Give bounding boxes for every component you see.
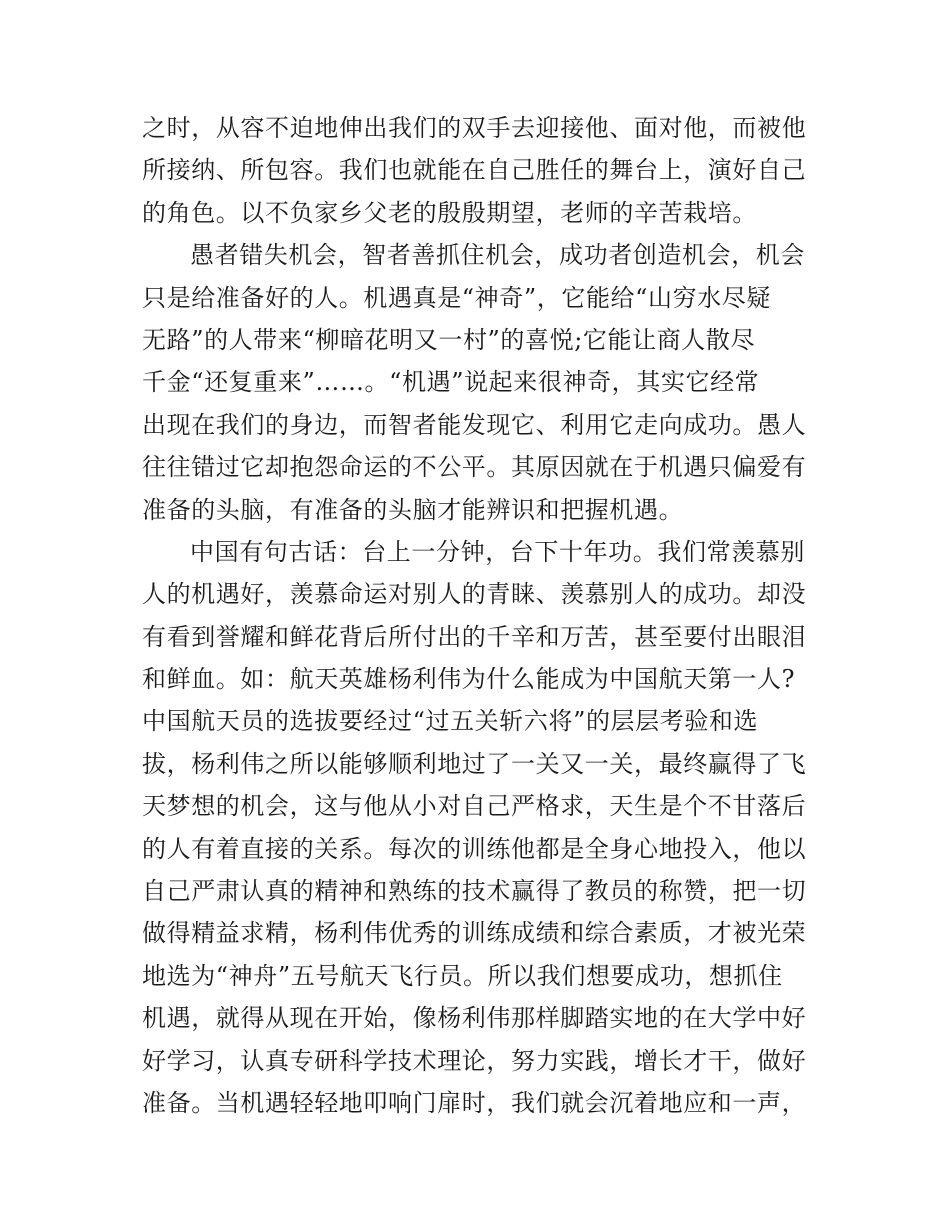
text-line: 的人有着直接的关系。每次的训练他都是全身心地投入，他以 <box>142 834 807 863</box>
text-line: 天梦想的机会，这与他从小对自己严格求，天生是个不甘落后 <box>142 792 807 821</box>
document-body <box>142 107 822 1124</box>
text-line: 机遇，就得从现在开始，像杨利伟那样脚踏实地的在大学中好 <box>142 1004 807 1033</box>
text-line: 人的机遇好，羡慕命运对别人的青睐、羡慕别人的成功。却没 <box>142 580 807 609</box>
paragraph-first-line: 中国有句古话：台上一分钟，台下十年功。我们常羡慕别 <box>190 537 805 566</box>
text-line: 准备。当机遇轻轻地叩响门扉时，我们就会沉着地应和一声， <box>142 1088 807 1117</box>
text-line: 好学习，认真专研科学技术理论，努力实践，增长才干，做好 <box>142 1046 807 1075</box>
text-line: 自己严肃认真的精神和熟练的技术赢得了教员的称赞，把一切 <box>142 877 807 906</box>
text-line: 的角色。以不负家乡父老的殷殷期望，老师的辛苦栽培。 <box>142 198 757 227</box>
text-line: 拔，杨利伟之所以能够顺利地过了一关又一关，最终赢得了飞 <box>142 749 807 778</box>
text-line: 无路”的人带来“柳暗花明又一村”的喜悦;它能让商人散尽 <box>142 325 756 354</box>
text-line: 往往错过它却抱怨命运的不公平。其原因就在于机遇只偏爱有 <box>142 453 807 482</box>
text-line: 之时，从容不迫地伸出我们的双手去迎接他、面对他，而被他 <box>142 114 807 142</box>
text-line: 所接纳、所包容。我们也就能在自己胜任的舞台上，演好自己 <box>142 156 807 185</box>
text-line: 千金“还复重来”……。“机遇”说起来很神奇，其实它经常 <box>142 368 760 397</box>
text-line: 有看到誉耀和鲜花背后所付出的千辛和万苦，甚至要付出眼泪 <box>142 622 807 651</box>
paragraph-first-line: 愚者错失机会，智者善抓住机会，成功者创造机会，机会 <box>190 241 805 270</box>
text-line: 中国航天员的选拔要经过“过五关斩六将”的层层考验和选 <box>142 707 759 736</box>
text-line: 地选为“神舟”五号航天飞行员。所以我们想要成功，想抓住 <box>142 961 783 990</box>
text-line: 做得精益求精，杨利伟优秀的训练成绩和综合素质，才被光荣 <box>142 919 807 948</box>
text-line: 出现在我们的身边，而智者能发现它、利用它走向成功。愚人 <box>142 410 807 439</box>
text-line: 和鲜血。如：航天英雄杨利伟为什么能成为中国航天第一人? <box>142 665 796 694</box>
text-line: 只是给准备好的人。机遇真是“神奇”，它能给“山穷水尽疑 <box>142 283 772 312</box>
text-line: 准备的头脑，有准备的头脑才能辨识和把握机遇。 <box>142 495 684 524</box>
